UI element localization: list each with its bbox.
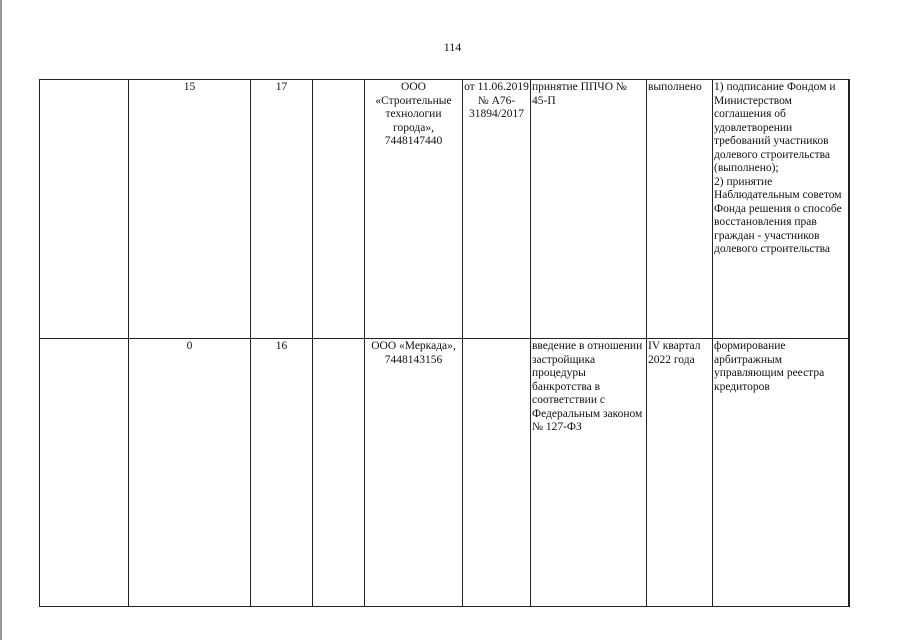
cell-col1 xyxy=(40,339,129,607)
page-number: 114 xyxy=(443,40,462,54)
cell-case xyxy=(463,339,531,607)
cell-last xyxy=(849,80,850,339)
cell-col2: 0 xyxy=(129,339,251,607)
cell-company: ООО «Строительные технологии города», 7448147440 xyxy=(365,80,463,339)
cell-col4 xyxy=(313,80,365,339)
cell-deadline: выполнено xyxy=(647,80,713,339)
action-item: 2) принятие Наблюдательным советом Фонда решения о способе восстановления прав граждан - участников долевого строительства xyxy=(714,175,842,255)
table-row xyxy=(40,80,850,339)
page-edge-line xyxy=(0,0,2,640)
cell-last xyxy=(849,339,850,607)
cell-actions xyxy=(713,80,849,339)
cell-col3: 17 xyxy=(251,80,313,339)
action-item: 1) подписание Фондом и Министерством соглашения об удовлетворении требований участников долевого строительства (выполнено); xyxy=(714,81,836,174)
table-row xyxy=(40,339,850,607)
cell-deadline: IV квартал 2022 года xyxy=(647,339,713,607)
cell-case: от 11.06.2019 № А76-31894/2017 xyxy=(463,80,531,339)
cell-col1 xyxy=(40,80,129,339)
cell-actions xyxy=(713,339,849,607)
document-table xyxy=(39,79,850,607)
cell-col4 xyxy=(313,339,365,607)
cell-col3: 16 xyxy=(251,339,313,607)
cell-col2: 15 xyxy=(129,80,251,339)
cell-company: ООО «Меркада», 7448143156 xyxy=(365,339,463,607)
action-item: формирование арбитражным управляющим реестра кредиторов xyxy=(714,340,825,393)
cell-measure: введение в отношении застройщика процедуры банкротства в соответствии с Федеральным законом № 127-ФЗ xyxy=(531,339,647,607)
cell-measure: принятие ППЧО № 45-П xyxy=(531,80,647,339)
